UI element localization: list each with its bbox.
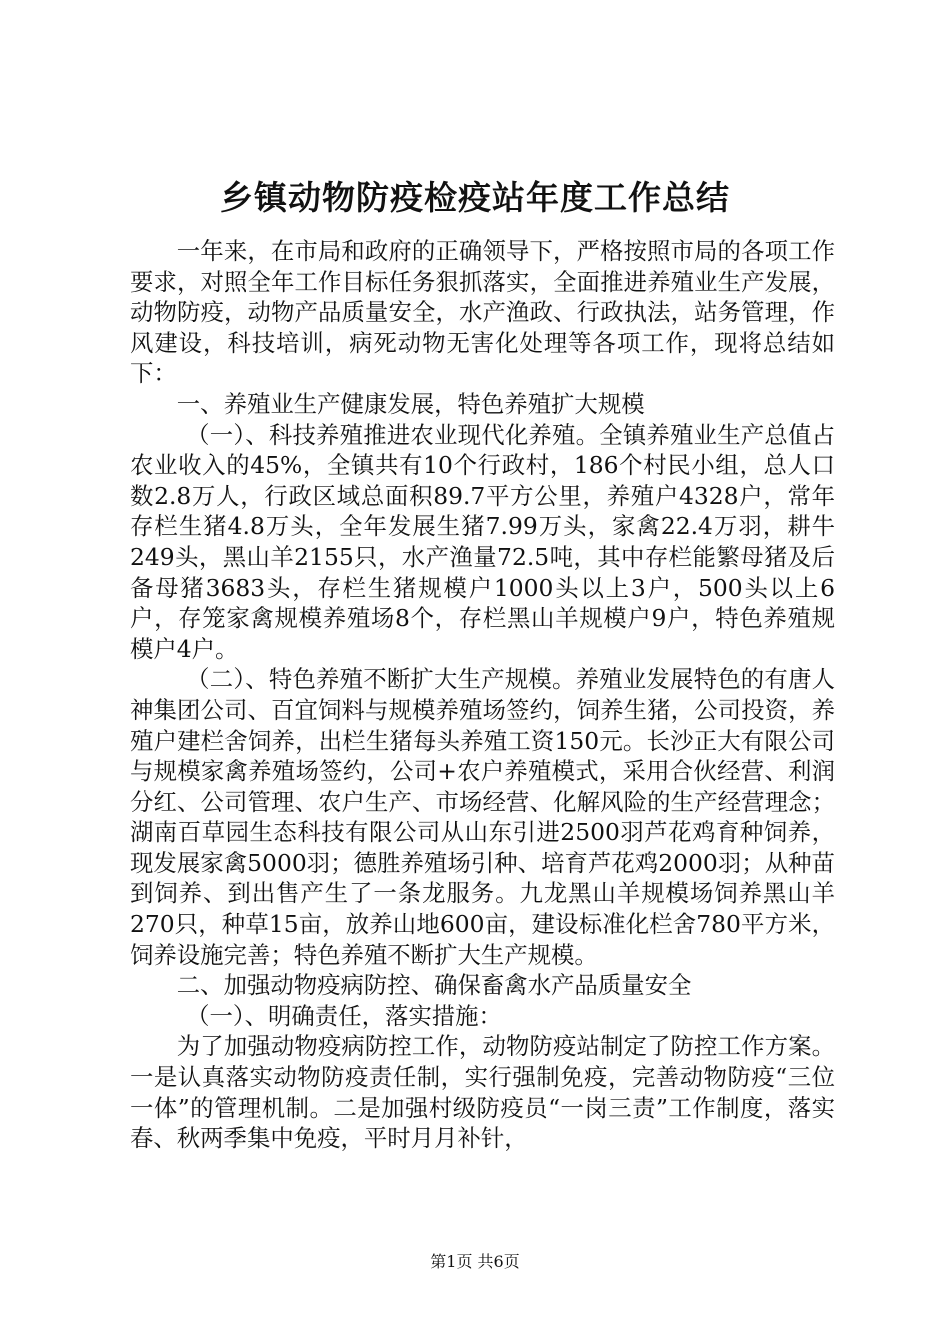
section-heading-2: 二、加强动物疫病防控、确保畜禽水产品质量安全	[176, 971, 692, 1000]
subsection-paragraph-1-1: （一）、科技养殖推进农业现代化养殖。全镇养殖业生产总值占农业收入的45%，全镇共有10个行政村，186个村民小组，总人口数2.8万人，行政区域总面积89.7平方公里，养殖户4328户，常年存栏生猪4.8万头，全年发展生猪7.99万头，家禽22.4万羽，耕牛249头，黑山羊2155只，水产渔量72.5吨，其中存栏能繁母猪及后备母猪3683头，存栏生猪规模户1000头以上3户，500头以上6户，存笼家禽规模养殖场8个，存栏黑山羊规模户9户，特色养殖规模户4户。	[130, 420, 835, 663]
subsection-paragraph-1-2: （二）、特色养殖不断扩大生产规模。养殖业发展特色的有唐人神集团公司、百宜饲料与规模养殖场签约，饲养生猪，公司投资，养殖户建栏舍饲养，出栏生猪每头养殖工资150元。长沙正大有限公司与规模家禽养殖场签约，公司+农户养殖模式，采用合伙经营、利润分红、公司管理、农户生产、市场经营、化解风险的生产经营理念；湖南百草园生态科技有限公司从山东引进2500羽芦花鸡育种饲养，现发展家禽5000羽；德胜养殖场引种、培育芦花鸡2000羽；从种苗到饲养、到出售产生了一条龙服务。九龙黑山羊规模场饲养黑山羊270只，种草15亩，放养山地600亩，建设标准化栏舍780平方米，饲养设施完善；特色养殖不断扩大生产规模。	[130, 665, 835, 969]
section-heading-1: 一、养殖业生产健康发展，特色养殖扩大规模	[176, 389, 645, 418]
document-title: 乡镇动物防疫检疫站年度工作总结	[220, 178, 730, 217]
subsection-heading-2-1: （一）、明确责任，落实措施：	[186, 1001, 502, 1030]
intro-paragraph: 一年来，在市局和政府的正确领导下，严格按照市局的各项工作要求，对照全年工作目标任务狠抓落实，全面推进养殖业生产发展，动物防疫，动物产品质量安全，水产渔政、行政执法，站务管理，作风建设，科技培训，病死动物无害化处理等各项工作，现将总结如下：	[130, 237, 835, 388]
document-body	[130, 236, 835, 1154]
page-footer: 第1页 共6页	[430, 1252, 520, 1271]
body-paragraph-2-1: 为了加强动物疫病防控工作，动物防疫站制定了防控工作方案。一是认真落实动物防疫责任制，实行强制免疫，完善动物防疫“三位一体”的管理机制。二是加强村级防疫员“一岗三责”工作制度，落实春、秋两季集中免疫，平时月月补针，	[130, 1032, 835, 1153]
